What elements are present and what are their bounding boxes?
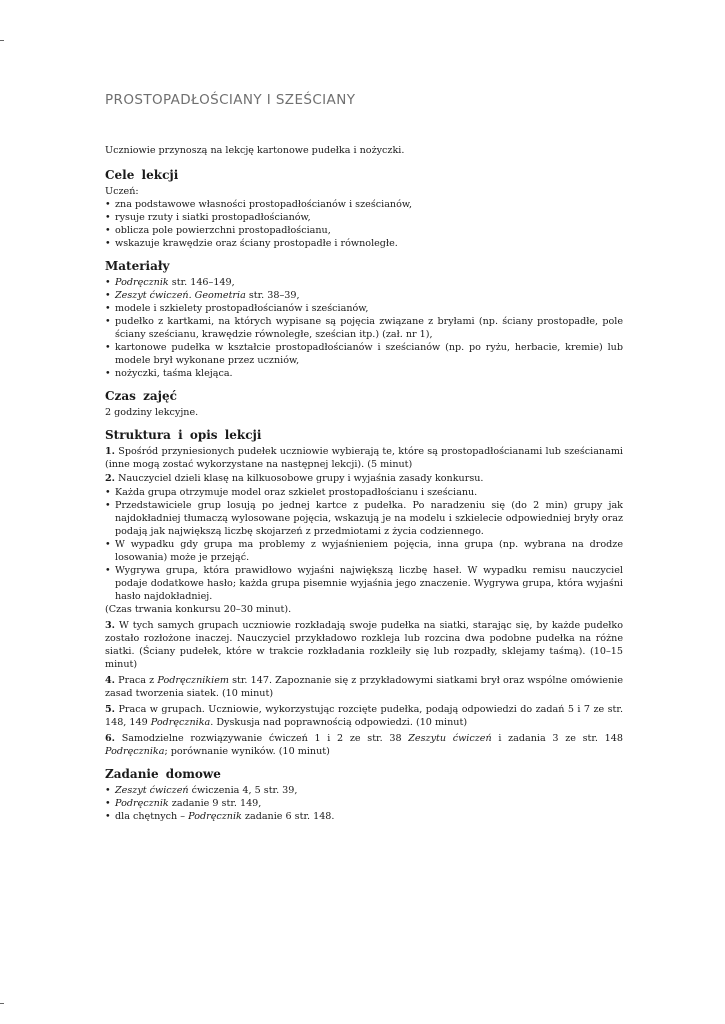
contest-duration: (Czas trwania konkursu 20–30 minut). [105,604,292,615]
list-item: • Podręcznik zadanie 9 str. 149, [105,797,623,810]
list-item: • kartonowe pudełka w kształcie prostopadłościanów i sześcianów (np. po ryżu, herbacie, kremie) lub modele brył wykonane przez uczniów, [105,341,623,367]
step-4: 4. Praca z Podręcznikiem str. 147. Zapoznanie się z przykładowymi siatkami brył oraz wspólne omówienie zasad tworzenia siatek. (10 minut) [105,675,623,699]
list-item: • Zeszyt ćwiczeń ćwiczenia 4, 5 str. 39, [105,784,623,797]
step-3: 3. W tych samych grupach uczniowie rozkładają swoje pudełka na siatki, starając się, by każde pudełko zostało rozłożone inaczej. Nauczyciel przykładowo rozkleja lub rozcina dwa podobne pudełka na różne siatki. (Ściany pudełek, które w trakcie rozkładania rozkleiły się lub rozpadły, sklejamy taśmą). (10–15 minut) [105,620,623,670]
structure-section [105,428,623,758]
goals-list [105,198,623,250]
list-item: • pudełko z kartkami, na których wypisane są pojęcia związane z bryłami (np. ściany prostopadłe, pole ściany sześcianu, krawędzie równoległe, sześcian itp.) (zał. nr 1), [105,315,623,341]
structure-heading: Struktura i opis lekcji [105,428,262,442]
list-item: • Przedstawiciele grup losują po jednej kartce z pudełka. Po naradzeniu się (do 2 min) grupy jak najdokładniej tłumaczą wylosowane pojęcia, wskazują je na modelu i szkielecie odpowiedniej bryły oraz podają jak największą liczbę skojarzeń z przedmiotami z życia codziennego. [105,499,623,538]
step-6: 6. Samodzielne rozwiązywanie ćwiczeń 1 i 2 ze str. 38 Zeszytu ćwiczeń i zadania 3 ze str. 148 Podręcznika; porównanie wyników. (10 minut) [105,733,623,757]
list-item: • Wygrywa grupa, która prawidłowo wyjaśni największą liczbę haseł. W wypadku remisu nauczyciel podaje dodatkowe hasło; każda grupa pisemnie wyjaśnia jego znaczenie. Wygrywa grupa, która wyjaśni hasło najdokładniej. [105,564,623,603]
list-item: • modele i szkielety prostopadłościanów i sześcianów, [105,302,623,315]
time-heading: Czas zajęć [105,389,177,403]
margin-mark-top [0,40,4,41]
homework-heading: Zadanie domowe [105,767,221,781]
margin-mark-bottom [0,1003,4,1004]
step-2: 2. Nauczyciel dzieli klasę na kilkuosobowe grupy i wyjaśnia zasady konkursu. [105,473,484,484]
step-5: 5. Praca w grupach. Uczniowie, wykorzystując rozcięte pudełka, podają odpowiedzi do zadań 5 i 7 ze str. 148, 149 Podręcznika. Dyskusja nad poprawnością odpowiedzi. (10 minut) [105,704,623,728]
homework-section [105,767,623,823]
book-title: Podręcznik [115,277,169,288]
list-item: • zna podstawowe własności prostopadłościanów i sześcianów, [105,198,623,211]
list-item: • oblicza pole powierzchni prostopadłościanu, [105,224,623,237]
list-item: • Podręcznik str. 146–149, [105,276,623,289]
book-title: Zeszyt ćwiczeń. Geometria [115,290,246,301]
goals-lead: Uczeń: [105,186,139,197]
list-item: • wskazuje krawędzie oraz ściany prostopadłe i równoległe. [105,237,623,250]
goals-heading: Cele lekcji [105,168,179,182]
page-title: PROSTOPADŁOŚCIANY I SZEŚCIANY [105,92,356,108]
time-text: 2 godziny lekcyjne. [105,407,199,418]
list-item: • nożyczki, taśma klejąca. [105,367,623,380]
contest-rules-list [105,486,623,603]
intro-text: Uczniowie przynoszą na lekcję kartonowe pudełka i nożyczki. [105,145,405,156]
materials-list [105,276,623,380]
list-item: • W wypadku gdy grupa ma problemy z wyjaśnieniem pojęcia, inna grupa (np. wybrana na drodze losowania) może je przejąć. [105,538,623,564]
goals-section [105,168,623,250]
list-item: • rysuje rzuty i siatki prostopadłościanów, [105,211,623,224]
materials-heading: Materiały [105,259,170,273]
materials-section [105,259,623,380]
step-1: 1. Spośród przyniesionych pudełek uczniowie wybierają te, które są prostopadłościanami lub sześcianami (inne mogą zostać wykorzystane na następnej lekcji). (5 minut) [105,446,623,470]
time-section [105,389,623,419]
homework-list [105,784,623,823]
list-item: • Zeszyt ćwiczeń. Geometria str. 38–39, [105,289,623,302]
list-item: • Każda grupa otrzymuje model oraz szkielet prostopadłościanu i sześcianu. [105,486,623,499]
list-item: • dla chętnych – Podręcznik zadanie 6 str. 148. [105,810,623,823]
document-page [105,92,623,832]
